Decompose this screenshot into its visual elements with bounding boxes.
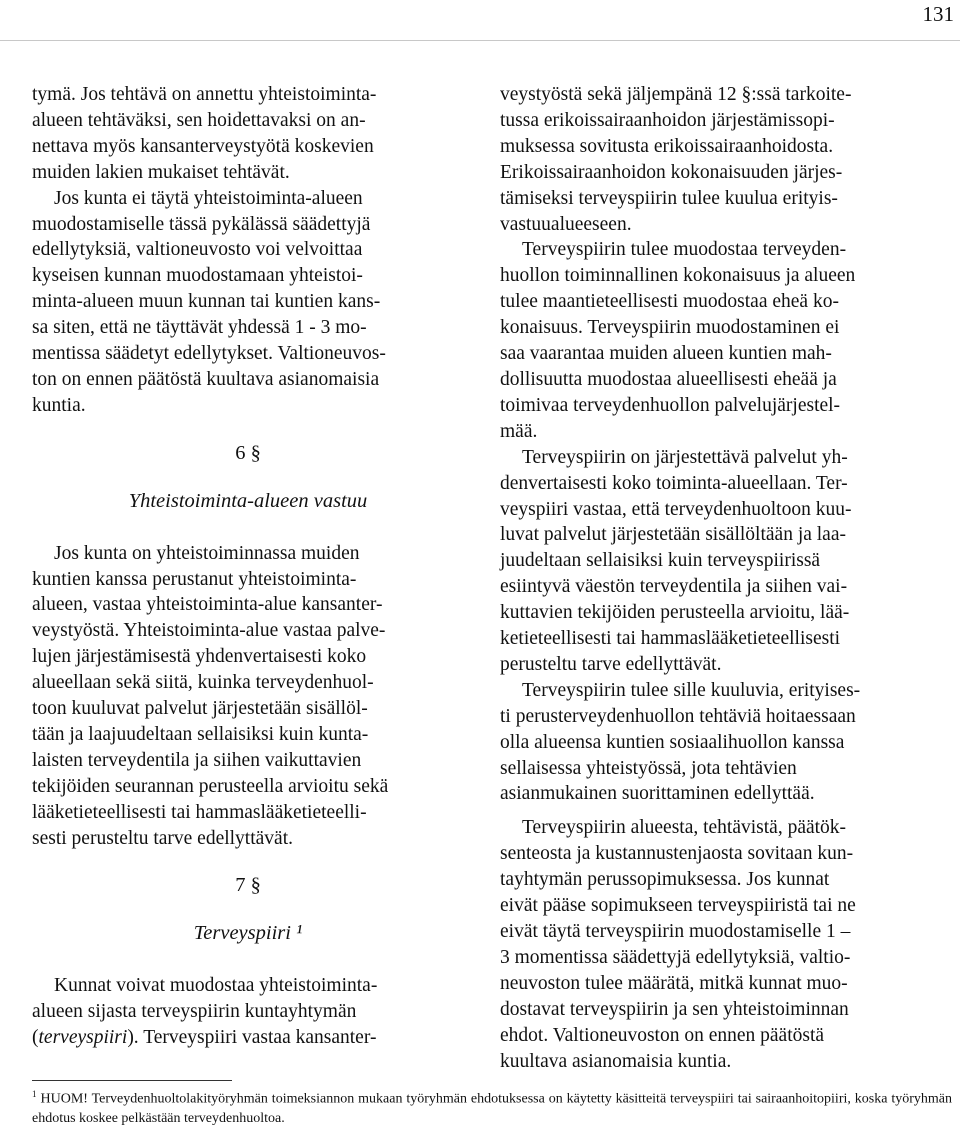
section-6-title: Yhteistoiminta-alueen vastuu <box>128 489 368 512</box>
paragraph-7-2: Terveyspiirin tulee muodostaa terveyden- huollon toiminnallinen kokonaisuus ja alueen tulee maantieteellisesti muodostaa eheä ko- konaisuus. Terveyspiirin muodostaminen ei saa vaarantaa muiden alueen kuntien mah- dollisuutta muodostaa alueellisesti eheää ja toimivaa terveydenhuollon palvelujärjestel- mää. <box>500 239 856 442</box>
paragraph-7-4: Terveyspiirin tulee sille kuuluvia, erityises- ti perusterveydenhuollon tehtäviä hoitaessaan olla alueensa kuntien sosiaalihuollon kanssa sellaisessa yhteistyössä, jota tehtävien asianmukainen suorittaminen edellyttää. <box>500 679 861 805</box>
paragraph-7-3: Terveyspiirin on järjestettävä palvelut yh- denvertaisesti koko toiminta-alueellaan. Ter- veyspiiri vastaa, että terveydenhuoltoon kuu- luvat palvelut järjestetään sisällöltään ja laa- juudeltaan sellaisiksi kuin terveyspiirissä esiintyvä väestön terveydentila ja siihen vai- kuttavien tekijöiden perusteella arvioitu, lää- ketieteellisesti tai hammaslääketieteellisesti perusteltu tarve edellyttävät. <box>500 446 852 675</box>
paragraph-7-1-term: terveyspiiri <box>38 1027 128 1049</box>
section-7-title: Terveyspiiri ¹ <box>193 922 303 945</box>
section-6-number: 6 § <box>235 441 261 464</box>
footnote-text: HUOM! Terveydenhuoltolakityöryhmän toimeksiannon mukaan työryhmän ehdotuksessa on käytetty käsitteitä terveyspiiri tai sairaanhoitopiiri, koska työryhmän ehdotus koskee pelkästään terveydenhuoltoa. <box>32 1091 952 1127</box>
footnote <box>32 1085 952 1129</box>
header-rule <box>0 40 960 41</box>
section-7-number: 7 § <box>235 874 261 897</box>
paragraph-7-1 <box>32 973 464 1051</box>
left-column <box>32 82 464 1051</box>
footnote-marker: 1 <box>32 1089 37 1099</box>
paragraph-7-5: Terveyspiirin alueesta, tehtävistä, päätök- senteosta ja kustannustenjaosta sovitaan kun- tayhtymän perussopimuksessa. Jos kunnat eivät pääse sopimukseen terveyspiiristä tai ne eivät täytä terveyspiirin muodostamiselle 1 – 3 momentissa säädettyjä edellytyksiä, valtio- neuvoston tulee määrätä, mitkä kunnat muo- dostavat terveyspiirin ja sen yhteistoiminnan ehdot. Valtioneuvoston on ennen päätöstä kuultava asianomaisia kuntia. <box>500 817 856 1072</box>
paragraph-continuation: tymä. Jos tehtävä on annettu yhteistoiminta- alueen tehtäväksi, sen hoidettavaksi on an- nettava myös kansanterveystyötä koskevien muiden lakien mukaiset tehtävät. <box>32 84 377 183</box>
footnote-rule <box>32 1080 232 1081</box>
paragraph-7-1-start: Kunnat voivat muodostaa yhteistoiminta- alueen sijasta terveyspiirin kuntayhtymän ( <box>32 975 378 1049</box>
paragraph-7-1-continuation: veystyöstä sekä jäljempänä 12 §:ssä tarkoite- tussa erikoissairaanhoidon järjestämissopi- muksessa sovitusta erikoissairaanhoidosta. Erikoissairaanhoidon kokonaisuuden järjes- tämiseksi terveyspiirin tulee kuulua erityis- vastuualueeseen. <box>500 84 852 235</box>
paragraph-7-1-end: ). Terveyspiiri vastaa kansanter- <box>127 1027 377 1049</box>
page-number: 131 <box>922 2 954 26</box>
paragraph-5-4: Jos kunta ei täytä yhteistoiminta-alueen muodostamiselle tässä pykälässä säädettyjä edellytyksiä, valtioneuvosto voi velvoittaa kyseisen kunnan muodostamaan yhteistoi- minta-alueen muun kunnan tai kuntien kans- sa siten, että ne täyttävät yhdessä 1 - 3 mo- mentissa säädetyt edellytykset. Valtioneuvos- ton on ennen päätöstä kuultava asianomaisia kuntia. <box>32 187 386 416</box>
paragraph-6-1: Jos kunta on yhteistoiminnassa muiden kuntien kanssa perustanut yhteistoiminta- alueen, vastaa yhteistoiminta-alue kansanter- veystyöstä. Yhteistoiminta-alue vastaa palve- lujen järjestämisestä yhdenvertaisesti koko alueellaan sekä siitä, kuinka terveydenhuol- toon kuuluvat palvelut järjestetään sisällöl- tään ja laajuudeltaan sellaisiksi kuin kunta- laisten terveydentila ja siihen vaikuttavien tekijöiden seurannan perusteella arvioitu sekä lääketieteellisesti tai hammaslääketieteelli- sesti perusteltu tarve edellyttävät. <box>32 542 389 849</box>
right-column <box>500 82 958 1074</box>
